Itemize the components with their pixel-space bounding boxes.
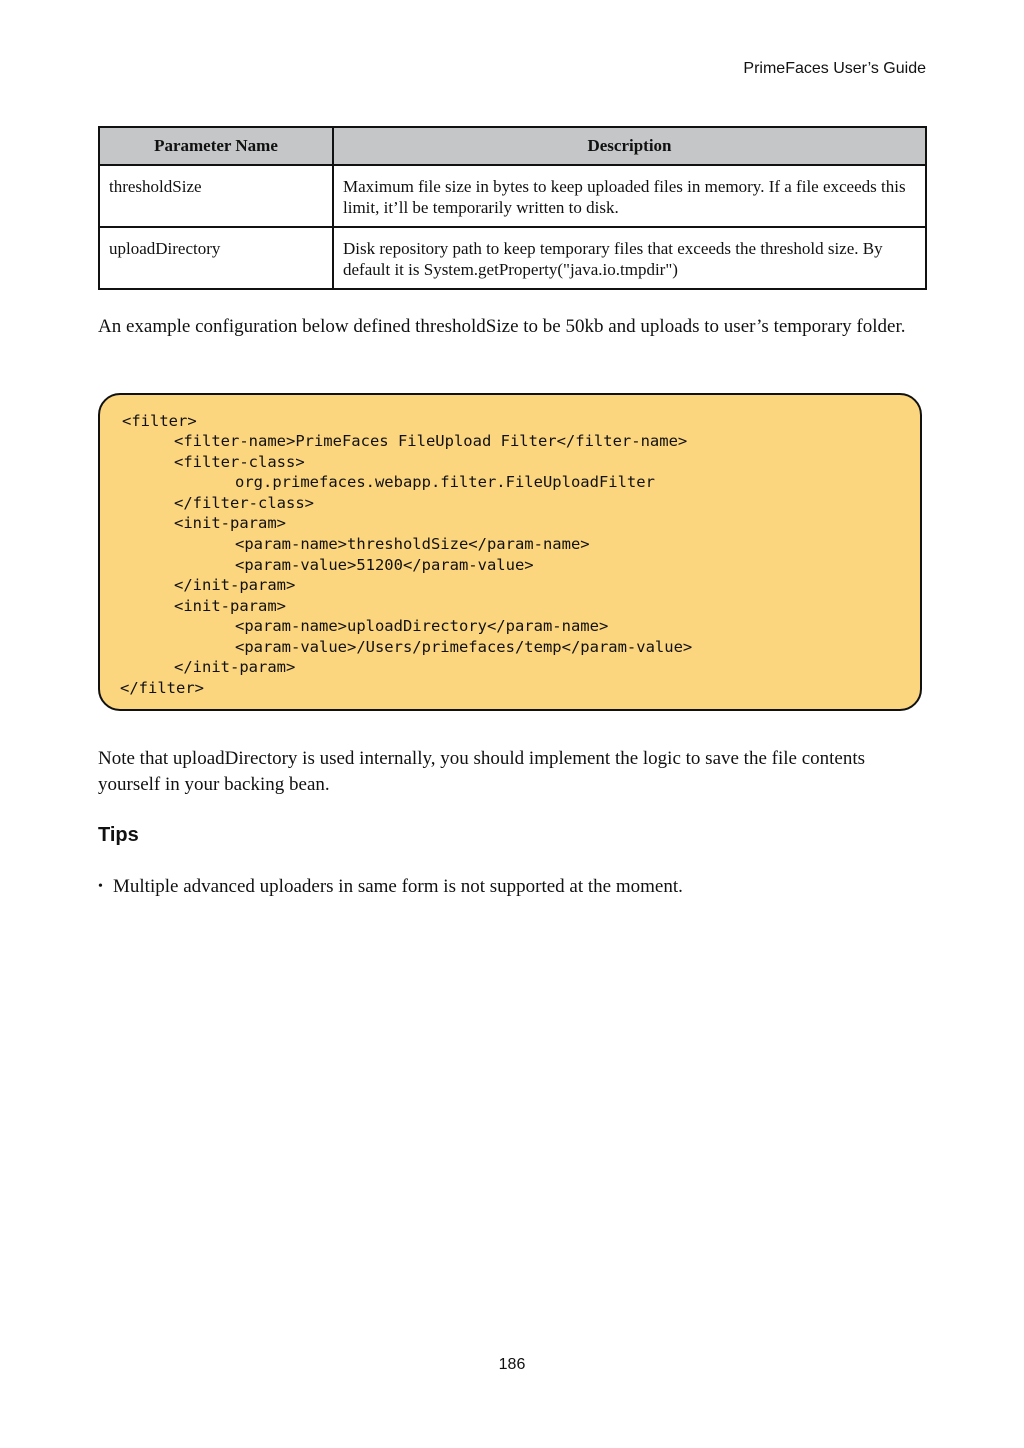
code-line: <init-param>	[174, 514, 286, 532]
table-header-row	[99, 127, 926, 165]
list-item	[98, 874, 683, 900]
code-line: </filter>	[120, 679, 204, 697]
tips-list	[98, 874, 683, 900]
table-row	[99, 227, 926, 289]
parameter-description-cell: Maximum file size in bytes to keep uploaded files in memory. If a file exceeds this limit, it’ll be temporarily written to disk.	[333, 165, 926, 227]
code-line: <filter-name>PrimeFaces FileUpload Filter</filter-name>	[174, 432, 688, 450]
parameter-description-cell: Disk repository path to keep temporary files that exceeds the threshold size. By default it is System.getProperty("java.io.tmpdir")	[333, 227, 926, 289]
code-line: </filter-class>	[174, 494, 314, 512]
code-line: <param-name>uploadDirectory</param-name>	[235, 617, 609, 635]
code-line: <param-value>51200</param-value>	[235, 556, 534, 574]
note-paragraph: Note that uploadDirectory is used internally, you should implement the logic to save the file contents yourself in your backing bean.	[98, 748, 866, 795]
intro-paragraph: An example configuration below defined thresholdSize to be 50kb and uploads to user’s temporary folder.	[98, 316, 906, 337]
bullet-icon: •	[98, 879, 103, 894]
tip-text: Multiple advanced uploaders in same form is not supported at the moment.	[113, 876, 683, 897]
running-header: PrimeFaces User’s Guide	[743, 60, 926, 77]
parameter-name-cell: thresholdSize	[99, 165, 333, 227]
column-header-description: Description	[333, 127, 926, 165]
code-line: <filter>	[122, 412, 197, 430]
code-block	[98, 393, 922, 711]
code-line: org.primefaces.webapp.filter.FileUploadFilter	[235, 473, 655, 491]
column-header-parameter-name: Parameter Name	[99, 127, 333, 165]
page-number: 186	[498, 1356, 526, 1373]
parameter-table	[98, 126, 927, 290]
code-line: </init-param>	[174, 576, 296, 594]
code-line: <param-value>/Users/primefaces/temp</param-value>	[235, 638, 693, 656]
code-line: <param-name>thresholdSize</param-name>	[235, 535, 590, 553]
tips-heading: Tips	[98, 824, 139, 846]
code-line: </init-param>	[174, 658, 296, 676]
parameter-name-cell: uploadDirectory	[99, 227, 333, 289]
code-line: <filter-class>	[174, 453, 305, 471]
code-line: <init-param>	[174, 597, 286, 615]
table-row	[99, 165, 926, 227]
